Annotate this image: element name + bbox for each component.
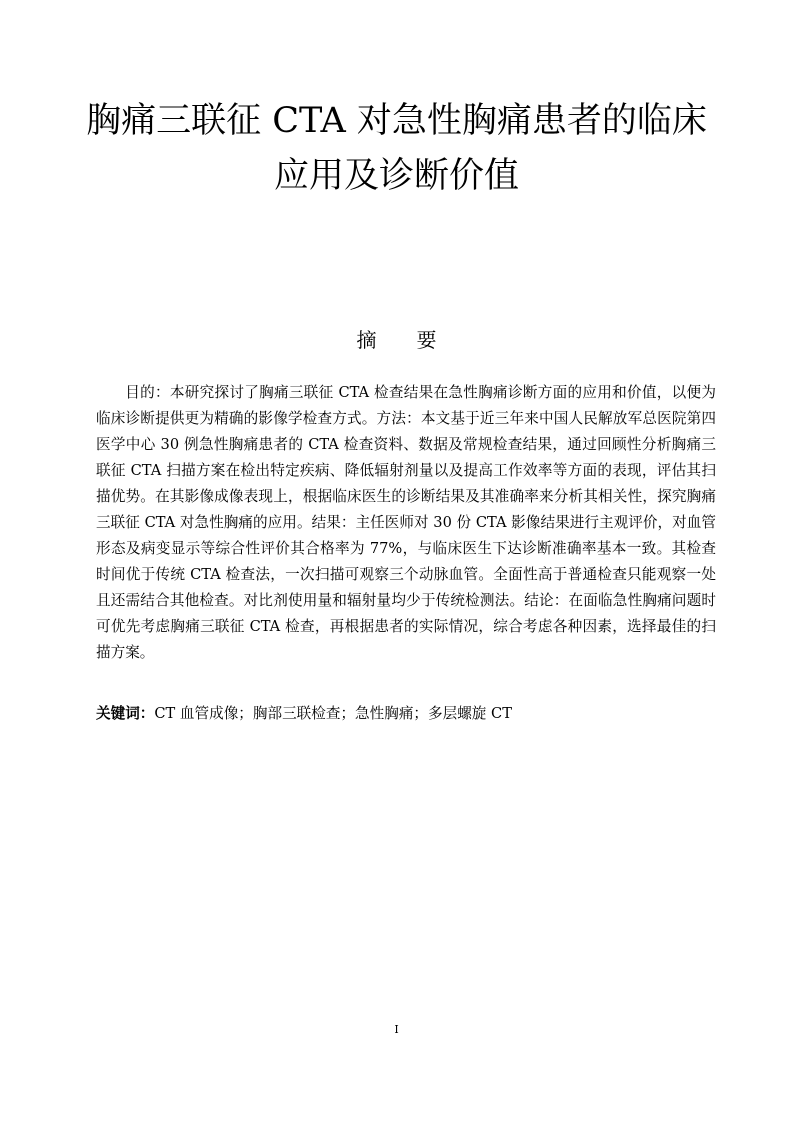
page-number: I	[394, 1023, 399, 1036]
keywords	[96, 701, 716, 727]
paper-title-line-1: 胸痛三联征 CTA 对急性胸痛患者的临床	[86, 101, 707, 141]
paper-title-line-2: 应用及诊断价值	[273, 156, 519, 196]
keywords-label: 关键词：	[96, 705, 155, 722]
keywords-text: CT 血管成像；胸部三联检查；急性胸痛；多层螺旋 CT	[154, 705, 512, 722]
abstract-heading: 摘 要	[356, 328, 437, 352]
paper-title	[60, 94, 733, 204]
abstract-body: 目的：本研究探讨了胸痛三联征 CTA 检查结果在急性胸痛诊断方面的应用和价值，以便为临床诊断提供更为精确的影像学检查方式。方法：本文基于近三年来中国人民解放军总医院第四医学中心 30 例急性胸痛患者的 CTA 检查资料、数据及常规检查结果，通过回顾性分析胸痛三联征 CTA 扫描方案在检出特定疾病、降低辐射剂量以及提高工作效率等方面的表现，评估其扫描优势。在其影像成像表现上，根据临床医生的诊断结果及其准确率来分析其相关性，探究胸痛三联征 CTA 对急性胸痛的应用。结果：主任医师对 30 份 CTA 影像结果进行主观评价，对血管形态及病变显示等综合性评价其合格率为 77%，与临床医生下达诊断准确率基本一致。其检查时间优于传统 CTA 检查法，一次扫描可观察三个动脉血管。全面性高于普通检查只能观察一处且还需结合其他检查。对比剂使用量和辐射量均少于传统检测法。结论：在面临急性胸痛问题时可优先考虑胸痛三联征 CTA 检查，再根据患者的实际情况，综合考虑各种因素，选择最佳的扫描方案。	[96, 384, 716, 661]
